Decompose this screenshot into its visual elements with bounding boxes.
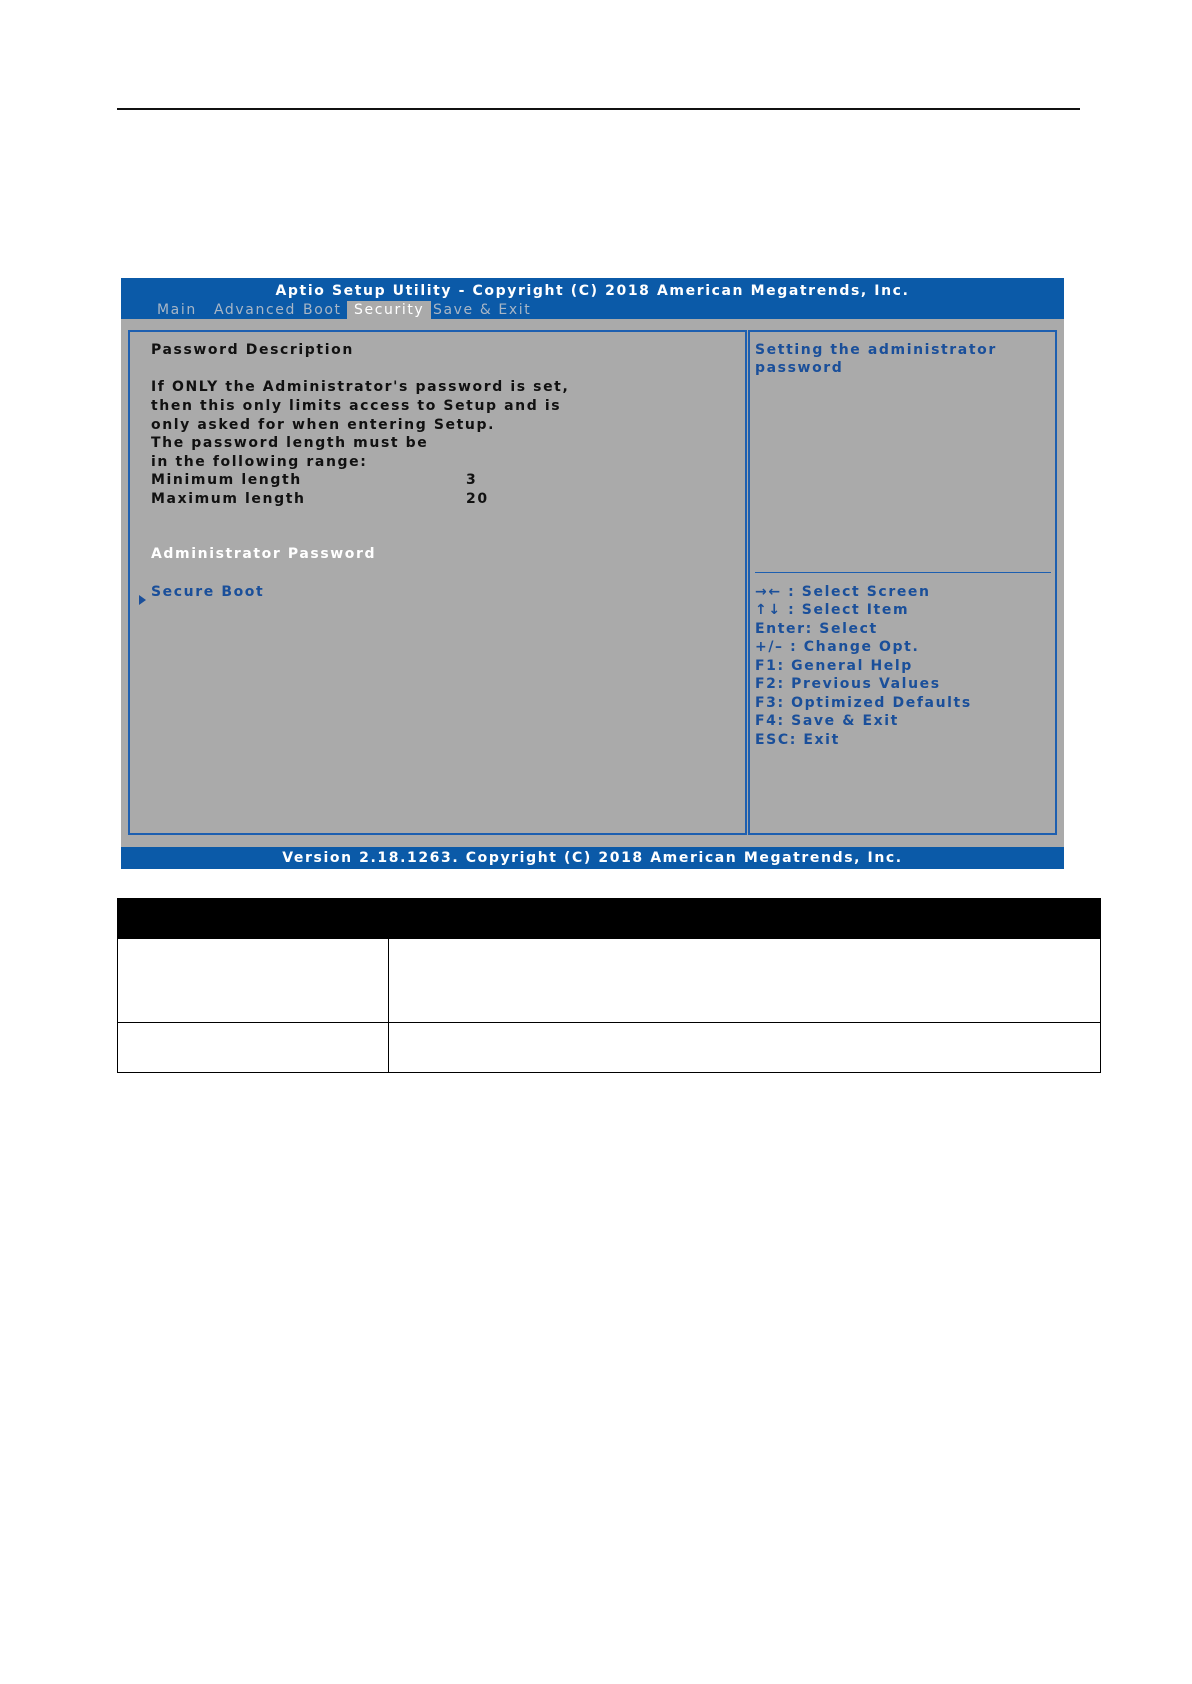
tab-advanced[interactable]: Advanced (214, 302, 296, 318)
password-description-heading: Password Description (151, 342, 354, 358)
submenu-arrow-icon (139, 595, 146, 605)
key-select-item: ↑↓ : Select Item (755, 602, 910, 618)
bios-version: Version 2.18.1263. Copyright (C) 2018 American Megatrends, Inc. (282, 850, 903, 866)
key-enter-select: Enter: Select (755, 621, 878, 637)
tab-boot[interactable]: Boot (303, 302, 342, 318)
administrator-password-item[interactable]: Administrator Password (151, 546, 377, 562)
page-header-rule (117, 108, 1080, 110)
key-esc-exit: ESC: Exit (755, 732, 840, 748)
maximum-length-label: Maximum length (151, 491, 306, 507)
table-header (118, 899, 1100, 939)
minimum-length-value: 3 (466, 472, 478, 488)
key-save-exit: F4: Save & Exit (755, 713, 899, 729)
settings-table (117, 898, 1101, 1073)
description-line: then this only limits access to Setup and is (151, 398, 562, 414)
help-panel (748, 330, 1057, 835)
description-line: If ONLY the Administrator's password is set, (151, 379, 570, 395)
help-text-line: password (755, 360, 844, 376)
bios-screenshot (121, 278, 1064, 869)
table-cell (389, 1023, 1100, 1072)
description-line: in the following range: (151, 454, 368, 470)
key-change-opt: +/– : Change Opt. (755, 639, 920, 655)
key-general-help: F1: General Help (755, 658, 913, 674)
table-cell (118, 1023, 388, 1072)
minimum-length-label: Minimum length (151, 472, 302, 488)
bios-footer-bar (121, 847, 1064, 869)
tab-security[interactable]: Security (347, 301, 431, 319)
table-cell (118, 939, 388, 1022)
bios-title: Aptio Setup Utility - Copyright (C) 2018 American Megatrends, Inc. (275, 283, 910, 299)
settings-panel (128, 330, 747, 835)
tab-save-exit[interactable]: Save & Exit (433, 302, 532, 318)
description-line: only asked for when entering Setup. (151, 417, 496, 433)
help-text-line: Setting the administrator (755, 342, 997, 358)
table-cell (389, 939, 1100, 1022)
bios-header-bar (121, 278, 1064, 319)
description-line: The password length must be (151, 435, 429, 451)
maximum-length-value: 20 (466, 491, 489, 507)
help-divider (755, 572, 1051, 573)
key-optimized-defaults: F3: Optimized Defaults (755, 695, 972, 711)
secure-boot-item[interactable]: Secure Boot (151, 584, 265, 600)
key-select-screen: →← : Select Screen (755, 584, 931, 600)
tab-main[interactable]: Main (157, 302, 197, 318)
key-previous-values: F2: Previous Values (755, 676, 941, 692)
